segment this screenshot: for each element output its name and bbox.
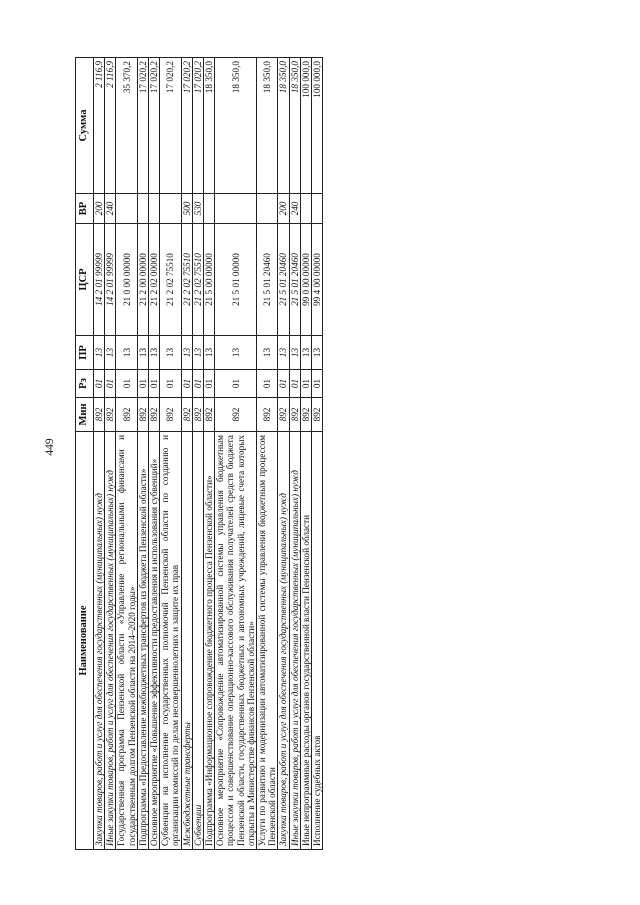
- cell-sum: 2 116,9: [105, 58, 116, 194]
- table-row: [204, 58, 215, 850]
- table-row: [215, 58, 257, 850]
- cell-vr: [300, 194, 311, 224]
- cell-vr: 500: [181, 194, 192, 224]
- cell-rz: 01: [278, 370, 289, 398]
- cell-pr: 13: [149, 336, 160, 370]
- cell-name: Основное мероприятие «Сопровождение автоматизированной системы управления бюджетным процессом и совершенствование операционно-кассового обслуживания получателей средств бюджета Пензенской области, государственных бюджетных и автономных учреждений, лицевые счета которых открыты в Министерстве финансов Пензенской области»: [215, 432, 257, 850]
- cell-rz: 01: [257, 370, 278, 398]
- cell-min: 892: [94, 398, 105, 432]
- table-row: [116, 58, 137, 850]
- cell-pr: 13: [116, 336, 137, 370]
- cell-pr: 13: [215, 336, 257, 370]
- cell-sum: 100 000,0: [312, 58, 323, 194]
- cell-pr: 13: [289, 336, 300, 370]
- cell-csr: 21 5 00 00000: [204, 224, 215, 336]
- cell-csr: 21 5 01 20460: [278, 224, 289, 336]
- cell-rz: 01: [105, 370, 116, 398]
- cell-csr: 21 2 02 75510: [181, 224, 192, 336]
- cell-name: Иные закупки товаров, работ и услуг для обеспечения государственных (муниципальных) нужд: [105, 432, 116, 850]
- table-row: [149, 58, 160, 850]
- table-row: [160, 58, 181, 850]
- cell-rz: 01: [137, 370, 148, 398]
- cell-name: Подпрограмма «Предоставление межбюджетных трансфертов из бюджета Пензенской области»: [137, 432, 148, 850]
- cell-name: Подпрограмма «Информационное сопровождение бюджетного процесса Пензенской области»: [204, 432, 215, 850]
- cell-min: 892: [149, 398, 160, 432]
- cell-min: 892: [116, 398, 137, 432]
- cell-sum: 17 020,2: [192, 58, 203, 194]
- cell-min: 892: [160, 398, 181, 432]
- cell-name: Субвенции на исполнение государственных полномочий Пензенской области по созданию и организации комиссий по делам несовершеннолетних и защите их прав: [160, 432, 181, 850]
- cell-min: 892: [137, 398, 148, 432]
- cell-vr: [257, 194, 278, 224]
- table-row: [137, 58, 148, 850]
- cell-sum: 18 350,0: [257, 58, 278, 194]
- header-name: Наименование: [76, 432, 94, 850]
- table-row: [312, 58, 323, 850]
- cell-pr: 13: [181, 336, 192, 370]
- table-row: [300, 58, 311, 850]
- cell-pr: 13: [192, 336, 203, 370]
- cell-sum: 18 350,0: [204, 58, 215, 194]
- cell-min: 892: [105, 398, 116, 432]
- cell-min: 892: [192, 398, 203, 432]
- cell-name: Иные закупки товаров, работ и услуг для обеспечения государственных (муниципальных) нужд: [289, 432, 300, 850]
- cell-csr: 21 5 01 20460: [257, 224, 278, 336]
- table-row: [289, 58, 300, 850]
- cell-rz: 01: [289, 370, 300, 398]
- cell-pr: 13: [105, 336, 116, 370]
- table-row: [105, 58, 116, 850]
- cell-name: Иные непрограммные расходы органов государственной власти Пензенской области: [300, 432, 311, 850]
- cell-vr: 530: [192, 194, 203, 224]
- cell-vr: [204, 194, 215, 224]
- cell-csr: 21 0 00 00000: [116, 224, 137, 336]
- cell-name: Исполнение судебных актов: [312, 432, 323, 850]
- cell-csr: 14 2 01 99999: [105, 224, 116, 336]
- cell-sum: 18 350,0: [289, 58, 300, 194]
- cell-vr: [160, 194, 181, 224]
- budget-table: [75, 57, 323, 850]
- cell-vr: 200: [94, 194, 105, 224]
- cell-pr: 13: [257, 336, 278, 370]
- cell-pr: 13: [94, 336, 105, 370]
- cell-min: 892: [278, 398, 289, 432]
- cell-sum: 17 020,2: [149, 58, 160, 194]
- cell-rz: 01: [215, 370, 257, 398]
- cell-name: Государственная программа Пензенской области «Управление региональными финансами и государственным долгом Пензенской области на 2014–2020 годы»: [116, 432, 137, 850]
- cell-rz: 01: [181, 370, 192, 398]
- rotated-page: [75, 58, 575, 850]
- cell-pr: 13: [312, 336, 323, 370]
- cell-csr: 21 2 00 00000: [137, 224, 148, 336]
- cell-vr: [116, 194, 137, 224]
- cell-csr: 21 5 01 20460: [289, 224, 300, 336]
- cell-pr: 13: [204, 336, 215, 370]
- cell-vr: [137, 194, 148, 224]
- cell-rz: 01: [300, 370, 311, 398]
- cell-rz: 01: [160, 370, 181, 398]
- cell-name: Основное мероприятие «Повышение эффективности предоставления и использования субвенций»: [149, 432, 160, 850]
- header-pr: ПР: [76, 336, 94, 370]
- cell-csr: 21 2 02 00000: [149, 224, 160, 336]
- cell-name: Закупка товаров, работ и услуг для обеспечения государственных (муниципальных) нужд: [94, 432, 105, 850]
- cell-csr: 14 2 01 99999: [94, 224, 105, 336]
- table-body: [94, 58, 323, 850]
- header-vr: ВР: [76, 194, 94, 224]
- cell-name: Закупка товаров, работ и услуг для обеспечения государственных (муниципальных) нужд: [278, 432, 289, 850]
- cell-vr: 200: [278, 194, 289, 224]
- cell-rz: 01: [204, 370, 215, 398]
- cell-vr: [149, 194, 160, 224]
- cell-vr: 240: [289, 194, 300, 224]
- header-sum: Сумма: [76, 58, 94, 194]
- table-row: [94, 58, 105, 850]
- cell-min: 892: [289, 398, 300, 432]
- cell-csr: 99 4 00 00000: [312, 224, 323, 336]
- cell-pr: 13: [137, 336, 148, 370]
- cell-csr: 99 0 00 00000: [300, 224, 311, 336]
- cell-sum: 100 000,0: [300, 58, 311, 194]
- cell-csr: 21 2 02 75510: [160, 224, 181, 336]
- cell-min: 892: [181, 398, 192, 432]
- cell-sum: 18 350,0: [278, 58, 289, 194]
- cell-csr: 21 5 01 00000: [215, 224, 257, 336]
- cell-min: 892: [215, 398, 257, 432]
- cell-min: 892: [257, 398, 278, 432]
- table-row: [181, 58, 192, 850]
- cell-rz: 01: [116, 370, 137, 398]
- header-rz: Рз: [76, 370, 94, 398]
- table-row: [257, 58, 278, 850]
- cell-rz: 01: [149, 370, 160, 398]
- cell-min: 892: [312, 398, 323, 432]
- cell-sum: 35 370,2: [116, 58, 137, 194]
- cell-sum: 17 020,2: [137, 58, 148, 194]
- cell-pr: 13: [278, 336, 289, 370]
- cell-rz: 01: [312, 370, 323, 398]
- table-row: [192, 58, 203, 850]
- cell-sum: 17 020,2: [160, 58, 181, 194]
- header-csr: ЦСР: [76, 224, 94, 336]
- cell-vr: 240: [105, 194, 116, 224]
- cell-name: Субвенции: [192, 432, 203, 850]
- cell-vr: [215, 194, 257, 224]
- cell-rz: 01: [94, 370, 105, 398]
- cell-min: 892: [300, 398, 311, 432]
- page-number: 449: [44, 438, 56, 456]
- cell-rz: 01: [192, 370, 203, 398]
- cell-name: Межбюджетные трансферты: [181, 432, 192, 850]
- cell-pr: 13: [300, 336, 311, 370]
- cell-name: Услуги по развитию и модернизации автоматизированной системы управления бюджетным процессом Пензенской области: [257, 432, 278, 850]
- cell-pr: 13: [160, 336, 181, 370]
- cell-csr: 21 2 02 75510: [192, 224, 203, 336]
- header-min: Мин: [76, 398, 94, 432]
- table-row: [278, 58, 289, 850]
- cell-sum: 18 350,0: [215, 58, 257, 194]
- cell-vr: [312, 194, 323, 224]
- cell-min: 892: [204, 398, 215, 432]
- cell-sum: 17 020,2: [181, 58, 192, 194]
- header-row: [76, 58, 94, 850]
- cell-sum: 2 116,9: [94, 58, 105, 194]
